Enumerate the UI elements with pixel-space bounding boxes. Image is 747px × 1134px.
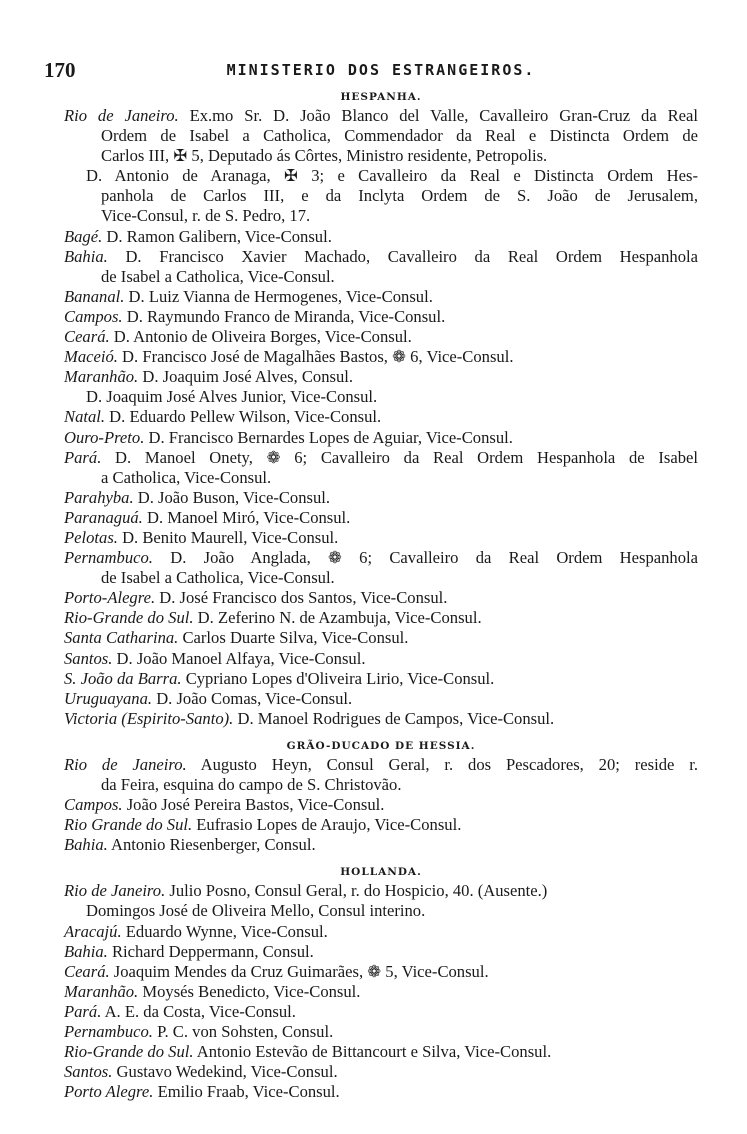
entry-line — [64, 307, 698, 327]
place-name: Natal. — [64, 407, 106, 427]
entry-text: A. E. da Costa, Vice-Consul. — [101, 1001, 296, 1021]
list-item — [64, 962, 698, 982]
entry-text: Eufrasio Lopes de Araujo, Vice-Consul. — [192, 815, 462, 835]
list-item — [64, 649, 698, 669]
entry-line — [64, 815, 698, 835]
entry-line — [64, 407, 698, 427]
entry-line — [64, 508, 698, 528]
entry-line — [64, 367, 698, 387]
entry-text: D. Ramon Galibern, Vice-Consul. — [102, 226, 332, 246]
running-title: MINISTERIO DOS ESTRANGEIROS. — [226, 61, 536, 79]
list-item — [64, 755, 698, 795]
place-name: Pelotas. — [64, 527, 118, 547]
entry-text: João José Pereira Bastos, Vice-Consul. — [122, 795, 385, 815]
place-name: Rio Grande do Sul. — [64, 815, 193, 835]
list-item — [64, 367, 698, 387]
entry-text: Eduardo Wynne, Vice-Consul. — [121, 921, 328, 941]
entry-line — [64, 628, 698, 648]
entry-line — [64, 881, 698, 901]
entry-text: D. Francisco Bernardes Lopes de Aguiar, Vice-Consul. — [144, 427, 513, 447]
list-item — [64, 488, 698, 508]
entry-line — [64, 962, 698, 982]
section — [64, 86, 698, 729]
list-item — [64, 1042, 698, 1062]
list-item — [64, 709, 698, 729]
entry-text: D. Joaquim José Alves, Consul. — [138, 367, 354, 387]
section-heading: HOLLANDA. — [340, 866, 422, 879]
entry-text: Joaquim Mendes da Cruz Guimarães, ❁ 5, Vice-Consul. — [109, 961, 489, 981]
place-name: Maranhão. — [64, 367, 139, 387]
entry-text: Emilio Fraab, Vice-Consul. — [153, 1082, 340, 1102]
entry-line — [64, 795, 698, 815]
entry-line — [64, 287, 698, 307]
entry-line — [64, 1002, 698, 1022]
entry-line — [64, 588, 698, 608]
entry-text: Domingos José de Oliveira Mello, Consul interino. — [86, 901, 426, 921]
entry-text: D. João Buson, Vice-Consul. — [133, 487, 331, 507]
list-item — [64, 106, 698, 166]
entry-line — [64, 755, 698, 775]
entry-line — [64, 669, 698, 689]
entry-text: D. Antonio de Aranaga, ✠ 3; e Cavalleiro da Real e Distincta Ordem Hes- — [86, 166, 698, 186]
entry-text: D. Francisco Xavier Machado, Cavalleiro da Real Ordem Hespanhola — [107, 246, 698, 266]
entry-text: D. Benito Maurell, Vice-Consul. — [117, 527, 339, 547]
place-name: Ceará. — [64, 961, 110, 981]
place-name: Ceará. — [64, 327, 110, 347]
entry-text: D. Manoel Onety, ❁ 6; Cavalleiro da Real Ordem Hespanhola de Isabel — [101, 447, 698, 467]
entry-text: Antonio Riesenberger, Consul. — [107, 835, 316, 855]
entry-line — [64, 387, 698, 407]
place-name: Pará. — [64, 447, 102, 467]
list-item — [64, 548, 698, 588]
entry-text: D. Eduardo Pellew Wilson, Vice-Consul. — [105, 407, 382, 427]
place-name: Rio de Janeiro. — [64, 106, 179, 125]
entry-text: Ordem de Isabel a Catholica, Commendador da Real e Distincta Ordem de — [101, 126, 698, 146]
list-item — [64, 628, 698, 648]
entry-line — [64, 247, 698, 267]
place-name: Pará. — [64, 1001, 102, 1021]
place-name: Porto Alegre. — [64, 1082, 154, 1102]
entry-line — [64, 528, 698, 548]
list-item — [64, 428, 698, 448]
entry-text: Cypriano Lopes d'Oliveira Lirio, Vice-Consul. — [181, 668, 495, 688]
list-item — [64, 982, 698, 1002]
list-item — [64, 608, 698, 628]
list-item — [64, 227, 698, 247]
entry-line — [64, 146, 698, 166]
entry-text: D. Raymundo Franco de Miranda, Vice-Consul. — [122, 306, 446, 326]
entry-line — [64, 1042, 698, 1062]
place-name: Rio de Janeiro. — [64, 754, 187, 774]
list-item — [64, 407, 698, 427]
place-name: Rio de Janeiro. — [64, 881, 166, 901]
entry-line — [64, 709, 698, 729]
list-item — [64, 448, 698, 488]
entry-line — [64, 327, 698, 347]
entry-line — [64, 568, 698, 588]
list-item — [64, 922, 698, 942]
entry-text: D. Zeferino N. de Azambuja, Vice-Consul. — [193, 608, 482, 628]
entry-text: Carlos III, ✠ 5, Deputado ás Côrtes, Ministro residente, Petropolis. — [101, 146, 548, 166]
entry-line — [64, 227, 698, 247]
entry-text: a Catholica, Vice-Consul. — [101, 467, 272, 487]
place-name: Santos. — [64, 648, 113, 668]
entry-text: Julio Posno, Consul Geral, r. do Hospicio, 40. (Ausente.) — [165, 881, 548, 901]
entry-text: de Isabel a Catholica, Vice-Consul. — [101, 568, 335, 588]
place-name: Bahia. — [64, 246, 108, 266]
place-name: Bagé. — [64, 226, 103, 246]
entry-text: D. Antonio de Oliveira Borges, Vice-Consul. — [109, 327, 412, 347]
entry-text: D. Joaquim José Alves Junior, Vice-Consul. — [86, 387, 378, 407]
list-item — [64, 247, 698, 287]
place-name: Rio-Grande do Sul. — [64, 608, 194, 628]
entry-text: Ex.mo Sr. D. João Blanco del Valle, Cavalleiro Gran-Cruz da Real — [178, 106, 698, 125]
place-name: Maranhão. — [64, 981, 139, 1001]
page-number: 170 — [44, 58, 76, 82]
list-item — [64, 901, 698, 921]
entry-text: Antonio Estevão de Bittancourt e Silva, Vice-Consul. — [193, 1042, 552, 1062]
entry-text: D. Francisco José de Magalhães Bastos, ❁ 6, Vice-Consul. — [117, 347, 514, 367]
place-name: Aracajú. — [64, 921, 122, 941]
place-name: Campos. — [64, 795, 123, 815]
place-name: S. João da Barra. — [64, 668, 182, 688]
place-name: Campos. — [64, 306, 123, 326]
entry-text: Moysés Benedicto, Vice-Consul. — [138, 981, 361, 1001]
entry-line — [64, 428, 698, 448]
entry-text: Carlos Duarte Silva, Vice-Consul. — [178, 628, 409, 648]
list-item — [64, 347, 698, 367]
list-item — [64, 588, 698, 608]
entry-text: Augusto Heyn, Consul Geral, r. dos Pescadores, 20; reside r. — [186, 754, 698, 774]
place-name: Ouro-Preto. — [64, 427, 145, 447]
entry-line — [64, 106, 698, 126]
document-page — [44, 58, 698, 1102]
list-item — [64, 942, 698, 962]
place-name: Santos. — [64, 1062, 113, 1082]
list-item — [64, 327, 698, 347]
list-item — [64, 795, 698, 815]
place-name: Bahia. — [64, 941, 108, 961]
entry-line — [64, 126, 698, 146]
place-name: Maceió. — [64, 347, 118, 367]
place-name: Pernambuco. — [64, 548, 153, 568]
section — [64, 855, 698, 1102]
list-item — [64, 508, 698, 528]
entry-line — [64, 942, 698, 962]
entry-text: D. João Anglada, ❁ 6; Cavalleiro da Real Ordem Hespanhola — [152, 548, 698, 568]
entry-text: Vice-Consul, r. de S. Pedro, 17. — [101, 206, 311, 226]
place-name: Paranaguá. — [64, 507, 143, 527]
entry-line — [64, 1022, 698, 1042]
entry-text: D. João Comas, Vice-Consul. — [152, 688, 353, 708]
entry-text: P. C. von Sohsten, Consul. — [152, 1022, 334, 1042]
entry-line — [64, 775, 698, 795]
entry-text: D. Manoel Rodrigues de Campos, Vice-Consul. — [233, 708, 555, 728]
place-name: Porto-Alegre. — [64, 588, 156, 608]
entry-line — [64, 1082, 698, 1102]
list-item — [64, 689, 698, 709]
list-item — [64, 166, 698, 226]
entry-line — [64, 982, 698, 1002]
list-item — [64, 1062, 698, 1082]
list-item — [64, 1022, 698, 1042]
running-header — [44, 58, 698, 86]
entry-line — [64, 448, 698, 468]
entry-text: D. Luiz Vianna de Hermogenes, Vice-Consul. — [124, 286, 433, 306]
entry-line — [64, 835, 698, 855]
entry-text: panhola de Carlos III, e da Inclyta Ordem de S. João de Jerusalem, — [101, 186, 698, 206]
list-item — [64, 835, 698, 855]
entry-text: Richard Deppermann, Consul. — [107, 941, 314, 961]
entry-line — [64, 922, 698, 942]
entry-text: da Feira, esquina do campo de S. Christovão. — [101, 775, 402, 794]
entry-line — [64, 649, 698, 669]
place-name: Parahyba. — [64, 487, 134, 507]
place-name: Uruguayana. — [64, 688, 153, 708]
entry-text: D. José Francisco dos Santos, Vice-Consul. — [155, 588, 448, 608]
entry-line — [64, 548, 698, 568]
list-item — [64, 1002, 698, 1022]
document-body — [64, 86, 698, 1102]
list-item — [64, 881, 698, 901]
list-item — [64, 528, 698, 548]
section-heading: HESPANHA. — [340, 91, 422, 103]
list-item — [64, 387, 698, 407]
entry-text: de Isabel a Catholica, Vice-Consul. — [101, 266, 335, 286]
entry-line — [64, 1062, 698, 1082]
list-item — [64, 307, 698, 327]
section — [64, 729, 698, 855]
entry-line — [64, 901, 698, 921]
entry-line — [64, 488, 698, 508]
place-name: Santa Catharina. — [64, 628, 179, 648]
list-item — [64, 1082, 698, 1102]
section-heading: GRÃO-DUCADO DE HESSIA. — [286, 739, 476, 752]
entry-line — [64, 347, 698, 367]
place-name: Bananal. — [64, 286, 125, 306]
list-item — [64, 287, 698, 307]
place-name: Pernambuco. — [64, 1022, 153, 1042]
place-name: Rio-Grande do Sul. — [64, 1042, 194, 1062]
entry-text: D. Manoel Miró, Vice-Consul. — [142, 507, 351, 527]
list-item — [64, 815, 698, 835]
entry-line — [64, 267, 698, 287]
entry-text: Gustavo Wedekind, Vice-Consul. — [112, 1062, 338, 1082]
entry-line — [64, 166, 698, 186]
place-name: Bahia. — [64, 835, 108, 855]
place-name: Victoria (Espirito-Santo). — [64, 708, 234, 728]
list-item — [64, 669, 698, 689]
entry-line — [64, 689, 698, 709]
entry-text: D. João Manoel Alfaya, Vice-Consul. — [112, 648, 366, 668]
entry-line — [64, 206, 698, 226]
entry-line — [64, 468, 698, 488]
entry-line — [64, 186, 698, 206]
entry-line — [64, 608, 698, 628]
